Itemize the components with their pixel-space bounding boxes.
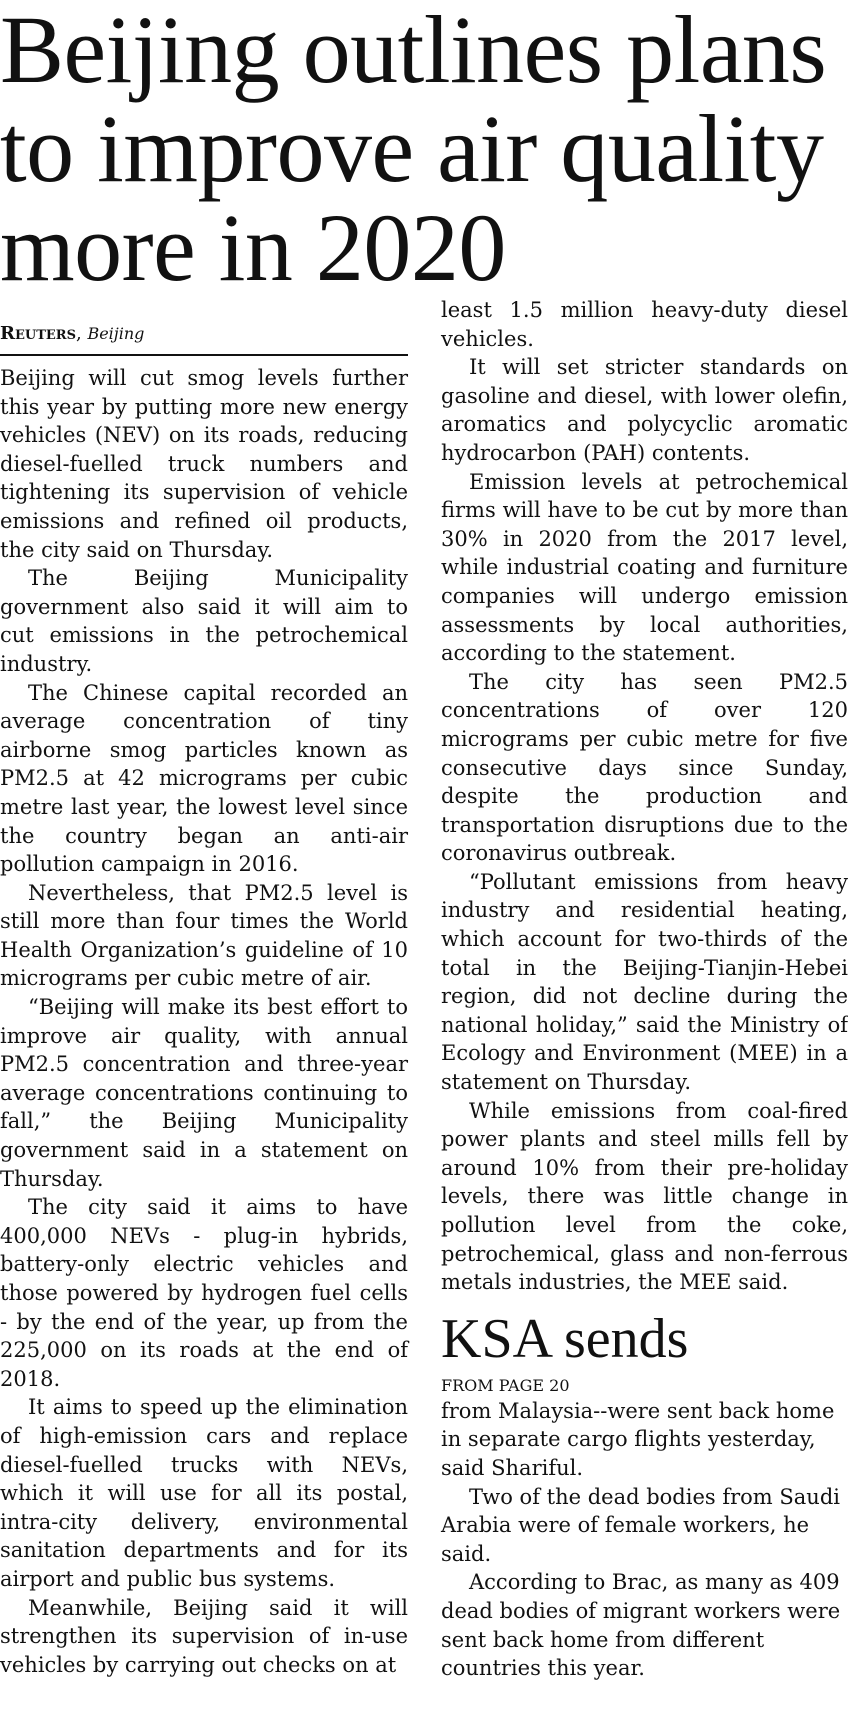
paragraph: “Pollutant emissions from heavy industry and residential heating, which account for two-thirds of the total in the Beijing-Tianjin-Hebei region, did not decline during the national holiday,” said the Ministry of Ecology and Environment (MEE) in a statement on Thursday.	[441, 869, 848, 1095]
paragraph: The Chinese capital recorded an average concentration of tiny airborne smog particles known as PM2.5 at 42 micrograms per cubic metre last year, the lowest level since the country began an anti-air pollution campaign in 2016.	[0, 680, 408, 877]
second-story-body	[441, 1397, 848, 1683]
left-body	[0, 364, 408, 1679]
right-body	[441, 296, 848, 1297]
paragraph: The city has seen PM2.5 concentrations of over 120 micrograms per cubic metre for five consecutive days since Sunday, despite the production and transportation disruptions due to the coronavirus outbreak.	[441, 669, 848, 866]
right-column	[441, 296, 848, 1683]
paragraph: Meanwhile, Beijing said it will strengthen its supervision of in-use vehicles by carrying out checks on at	[0, 1595, 408, 1677]
byline-rule	[0, 354, 408, 356]
paragraph: It aims to speed up the elimination of high-emission cars and replace diesel-fuelled trucks with NEVs, which it will use for all its postal, intra-city delivery, environmental sanitation departments and for its airport and public bus systems.	[0, 1395, 408, 1591]
byline-agency: Reuters	[0, 323, 76, 344]
paragraph: It will set stricter standards on gasoline and diesel, with lower olefin, aromatics and polycyclic aromatic hydrocarbon (PAH) contents.	[441, 355, 848, 465]
paragraph-continuation: least 1.5 million heavy-duty diesel vehicles.	[441, 298, 848, 351]
paragraph: While emissions from coal-fired power plants and steel mills fell by around 10% from their pre-holiday levels, there was little change in pollution level from the coke, petrochemical, glass and non-ferrous metals industries, the MEE said.	[441, 1098, 848, 1295]
byline-dateline: Beijing	[87, 324, 145, 343]
jump-label: FROM PAGE 20	[441, 1375, 570, 1395]
paragraph: Beijing will cut smog levels further this year by putting more new energy vehicles (NEV) on its roads, reducing diesel-fuelled truck numbers and tightening its supervision of vehicle emissions and refined oil products, the city said on Thursday.	[0, 366, 408, 562]
paragraph: According to Brac, as many as 409 dead bodies of migrant workers were sent back home from different countries this year.	[441, 1570, 841, 1681]
second-story-headline: KSA sends	[441, 1307, 689, 1370]
paragraph: Emission levels at petrochemical firms will have to be cut by more than 30% in 2020 from the 2017 level, while industrial coating and furniture companies will undergo emission assessments by local authorities, according to the statement.	[441, 469, 848, 666]
article-headline: Beijing outlines plans to improve air quality more in 2020	[0, 0, 827, 301]
left-column	[0, 322, 408, 1679]
paragraph: Nevertheless, that PM2.5 level is still more than four times the World Health Organization’s guideline of 10 micrograms per cubic metre of air.	[0, 880, 408, 991]
paragraph: The city said it aims to have 400,000 NEVs - plug-in hybrids, battery-only electric vehicles and those powered by hydrogen fuel cells - by the end of the year, up from the 225,000 on its roads at the end of 2018.	[0, 1195, 408, 1391]
byline: Reuters, Beijing	[0, 323, 145, 344]
paragraph-continuation: from Malaysia--were sent back home in separate cargo flights yesterday, said Shariful.	[441, 1398, 835, 1480]
paragraph: The Beijing Municipality government also said it will aim to cut emissions in the petrochemical industry.	[0, 566, 408, 676]
paragraph: “Beijing will make its best effort to improve air quality, with annual PM2.5 concentration and three-year average concentrations continuing to fall,” the Beijing Municipality government said in a statement on Thursday.	[0, 995, 408, 1191]
paragraph: Two of the dead bodies from Saudi Arabia were of female workers, he said.	[441, 1484, 840, 1566]
